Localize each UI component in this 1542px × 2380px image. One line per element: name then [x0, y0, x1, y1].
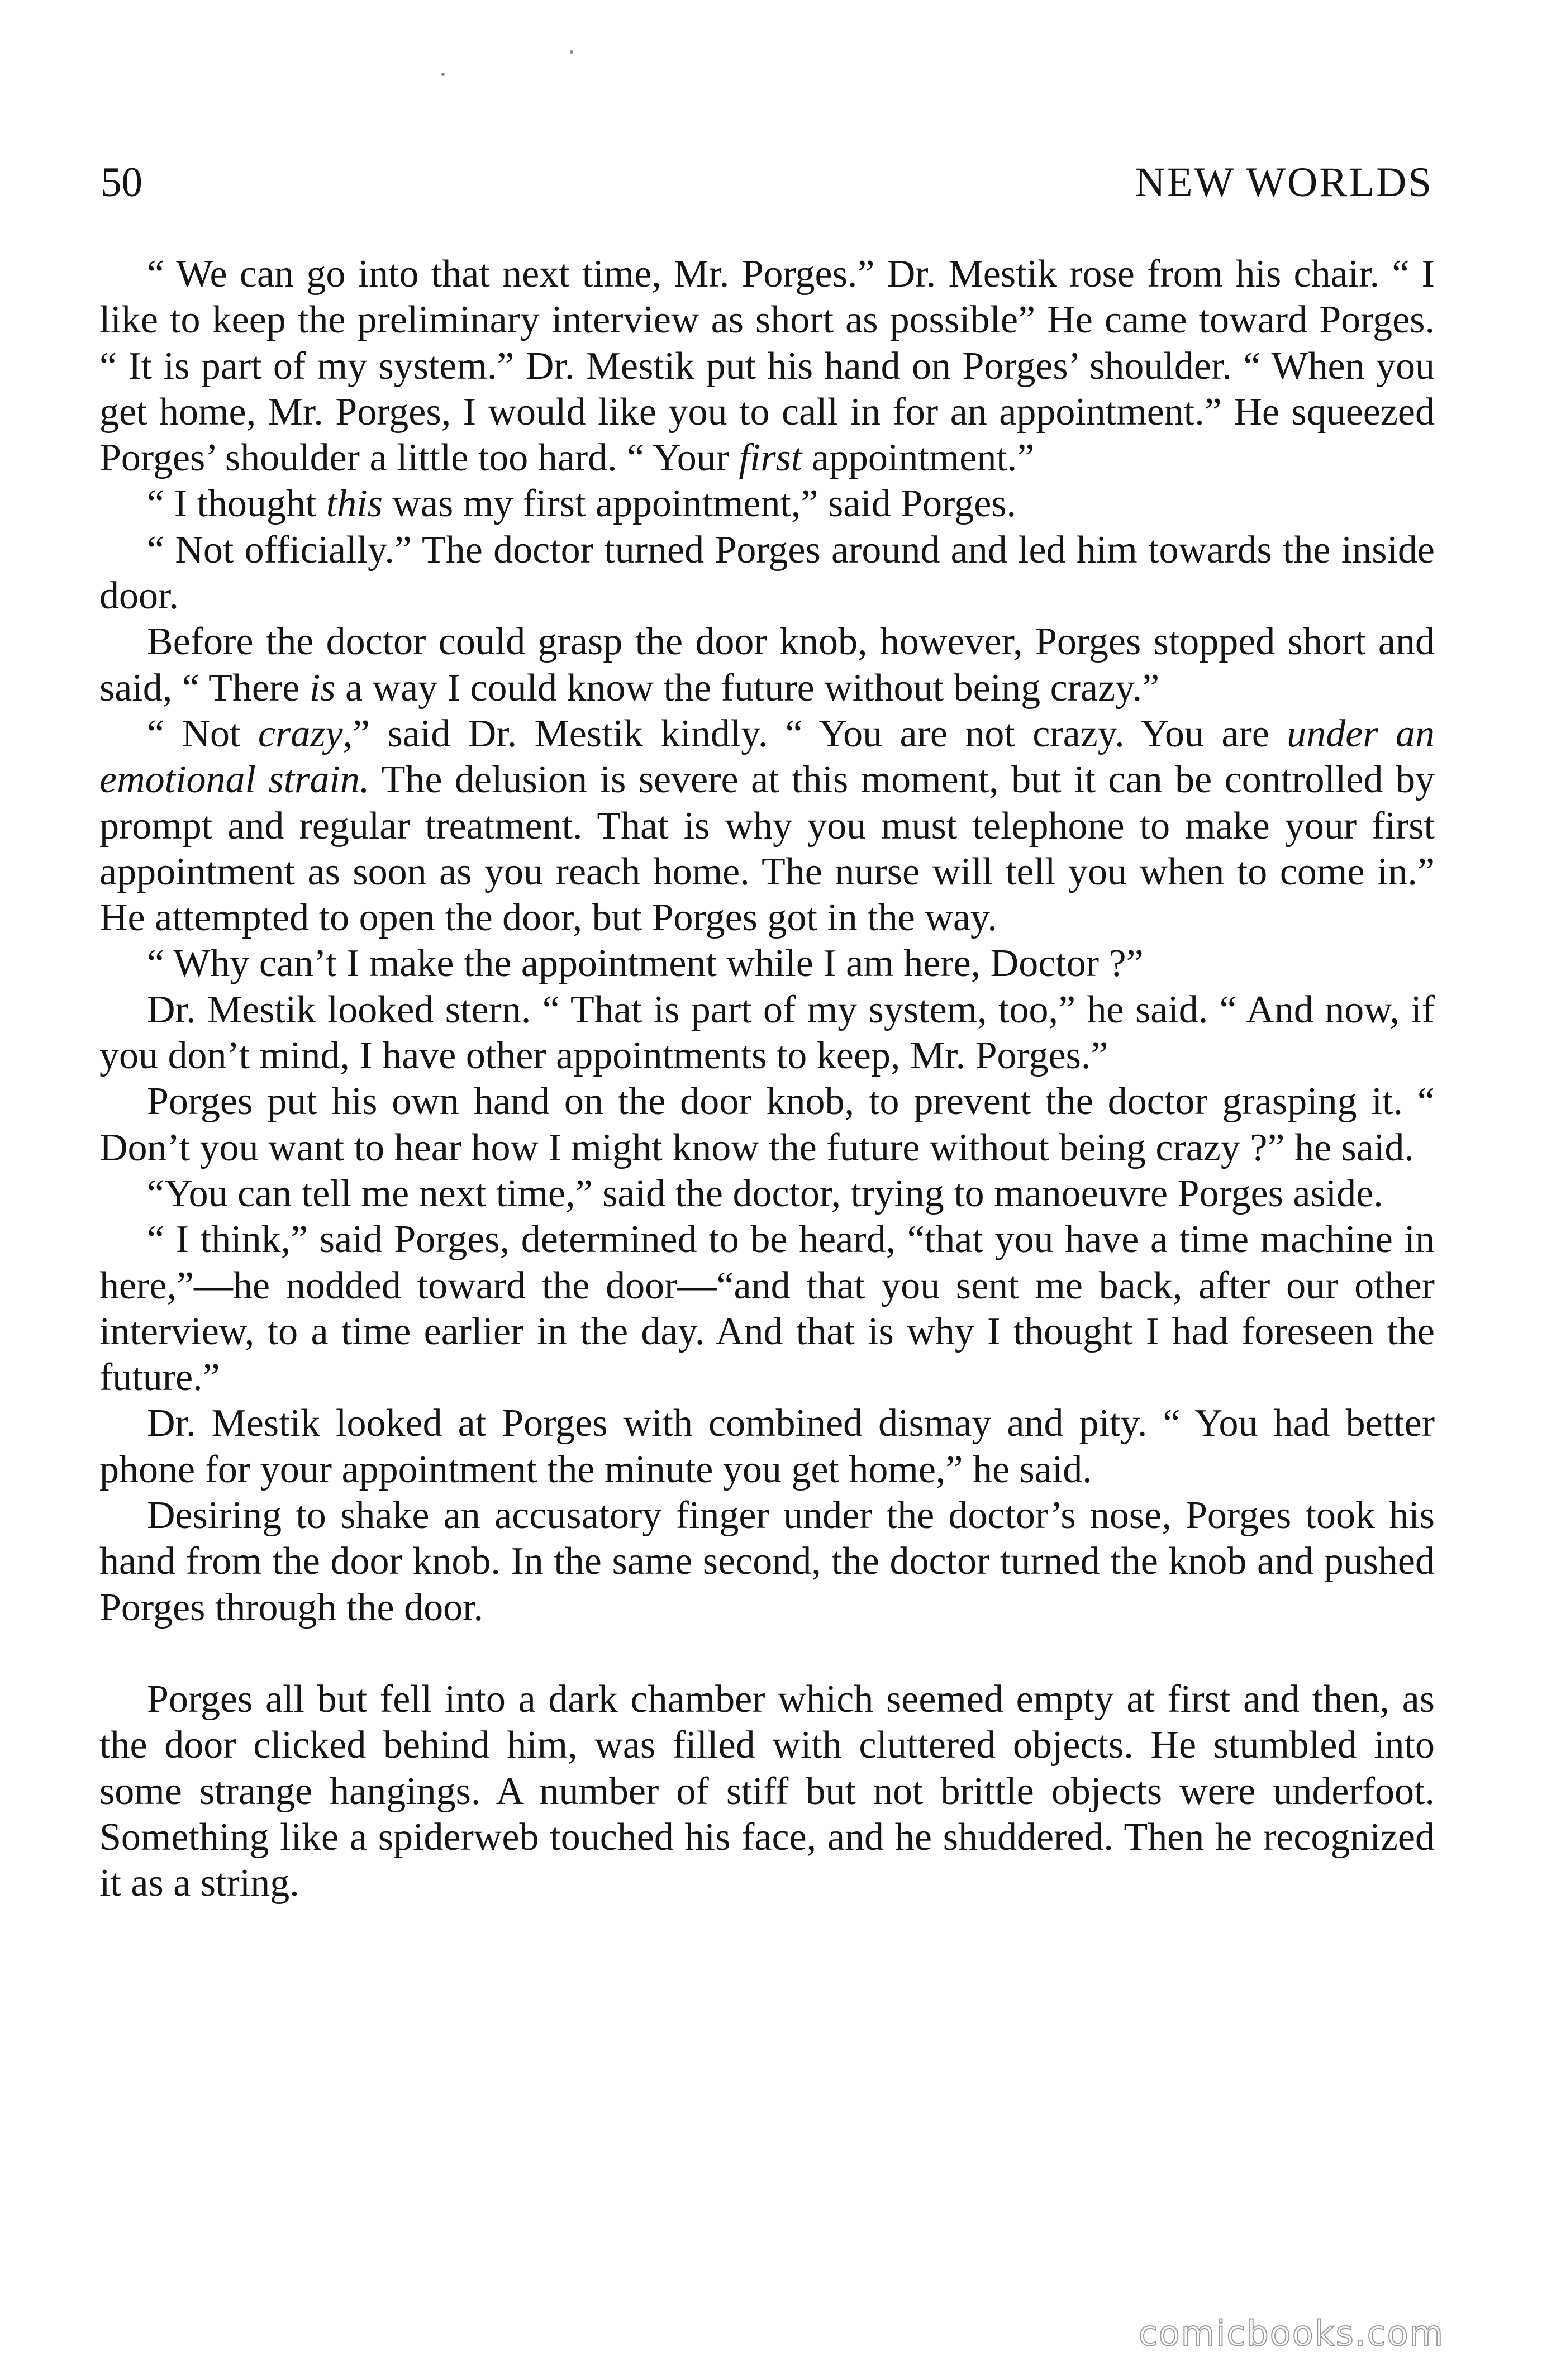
running-head	[101, 158, 1433, 208]
page-number: 50	[101, 159, 142, 206]
paragraph: Porges put his own hand on the door knob, to prevent the doctor grasping it. “ Don’t you want to hear how I might know the future without being crazy ?” he said.	[99, 1080, 1435, 1169]
running-title: NEW WORLDS	[1135, 159, 1433, 206]
paragraph: Porges all but fell into a dark chamber which seemed empty at first and then, as the door clicked behind him, was filled with cluttered objects. He stumbled into some strange hangings. A number of stiff but not brittle objects were underfoot. Something like a spiderweb touched his face, and he shuddered. Then he recognized it as a string.	[99, 1677, 1435, 1905]
paragraph: “ Not officially.” The doctor turned Porges around and led him towards the inside door.	[99, 528, 1435, 618]
paragraph: “ I think,” said Porges, determined to be heard, “that you have a time machine in here,”—he nodded toward the door—“and that you sent me back, after our other interview, to a time earlier in the day. And that is why I thought I had foreseen the future.”	[99, 1218, 1435, 1400]
paragraph: “ We can go into that next time, Mr. Porges.” Dr. Mestik rose from his chair. “ I like to keep the preliminary interview as short as possible” He came toward Porges. “ It is part of my system.” Dr. Mestik put his hand on Porges’ shoulder. “ When you get home, Mr. Porges, I would like you to call in for an appointment.” He squeezed Porges’ shoulder a little too hard. “ Your first appointment.”	[99, 253, 1435, 480]
paragraph: “ Not crazy,” said Dr. Mestik kindly. “ You are not crazy. You are under an emotional strain. The delusion is severe at this moment, but it can be controlled by prompt and regular treatment. That is why you must telephone to make your first appointment as soon as you reach home. The nurse will tell you when to come in.” He attempted to open the door, but Porges got in the way.	[99, 712, 1435, 940]
italic-phrase: first	[739, 436, 802, 480]
print-speck	[441, 73, 445, 76]
watermark: comicbooks.com	[1138, 2313, 1444, 2354]
italic-phrase: crazy	[258, 712, 343, 755]
paragraph: Dr. Mestik looked at Porges with combined dismay and pity. “ You had better phone for your appointment the minute you get home,” he said.	[99, 1402, 1435, 1491]
paragraph: “ Why can’t I make the appointment while I am here, Doctor ?”	[147, 942, 1144, 986]
print-speck	[570, 50, 573, 54]
paragraph: Before the doctor could grasp the door knob, however, Porges stopped short and said, “ There is a way I could know the future without being crazy.”	[99, 620, 1435, 710]
paragraph: Desiring to shake an accusatory finger under the doctor’s nose, Porges took his hand from the door knob. In the same second, the doctor turned the knob and pushed Porges through the door.	[99, 1494, 1435, 1629]
italic-phrase: is	[309, 666, 336, 710]
paragraph: “You can tell me next time,” said the doctor, trying to manoeuvre Porges aside.	[147, 1172, 1383, 1215]
paragraph: Dr. Mestik looked stern. “ That is part of my system, too,” he said. “ And now, if you don’t mind, I have other appointments to keep, Mr. Porges.”	[99, 988, 1435, 1078]
italic-phrase: this	[326, 482, 383, 526]
body-text	[99, 251, 1435, 1906]
italic-phrase: under an emotional strain.	[99, 712, 1435, 802]
paragraph: “ I thought this was my first appointment,” said Porges.	[147, 482, 1017, 526]
